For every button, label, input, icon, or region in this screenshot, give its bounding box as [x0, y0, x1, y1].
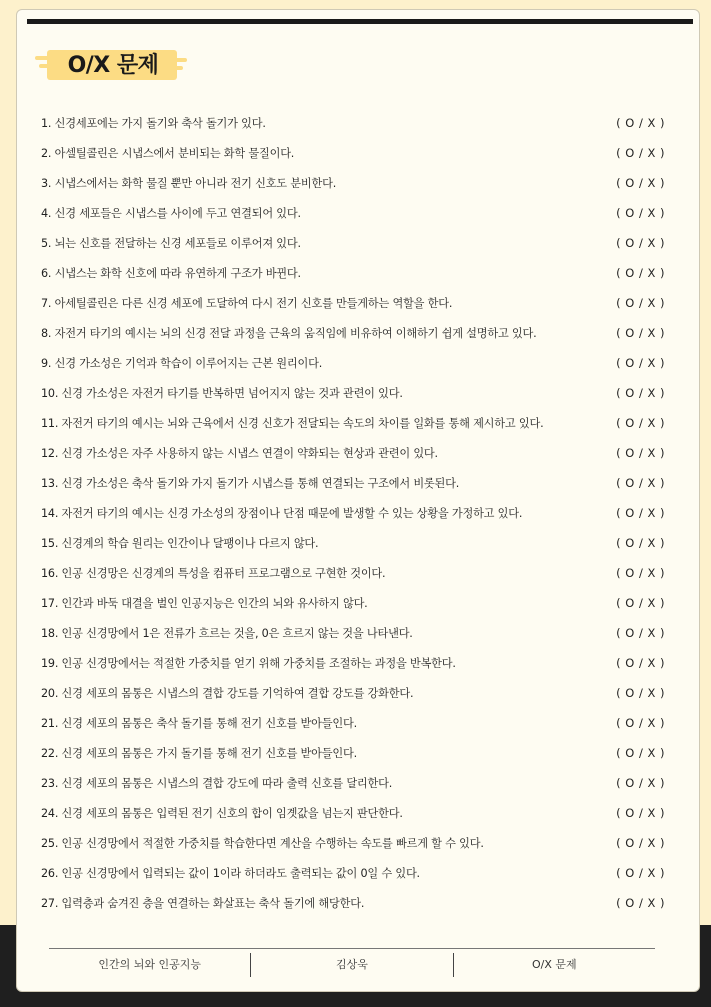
ox-answer-choice[interactable]: ( O / X ): [616, 296, 665, 310]
ox-answer-choice[interactable]: ( O / X ): [616, 536, 665, 550]
question-text: 14. 자전거 타기의 예시는 신경 가소성의 장점이나 단점 때문에 발생할 수 있는 상황을 가정하고 있다.: [41, 507, 523, 520]
question-text: 11. 자전거 타기의 예시는 뇌와 근육에서 신경 신호가 전달되는 속도의 차이를 일화를 통해 제시하고 있다.: [41, 417, 544, 430]
question-item: [41, 468, 665, 498]
ox-answer-choice[interactable]: ( O / X ): [616, 626, 665, 640]
question-text: 3. 시냅스에서는 화학 물질 뿐만 아니라 전기 신호도 분비한다.: [41, 177, 337, 190]
question-text: 21. 신경 세포의 몸통은 축삭 돌기를 통해 전기 신호를 받아들인다.: [41, 717, 357, 730]
question-text: 12. 신경 가소성은 자주 사용하지 않는 시냅스 연결이 약화되는 현상과 관련이 있다.: [41, 447, 438, 460]
question-item: [41, 828, 665, 858]
question-text: 9. 신경 가소성은 기억과 학습이 이루어지는 근본 원리이다.: [41, 357, 323, 370]
question-text: 7. 아세틸콜린은 다른 신경 세포에 도달하여 다시 전기 신호를 만들게하는 역할을 한다.: [41, 297, 453, 310]
footer-section: O/X 문제: [531, 958, 577, 971]
page-title: O/X 문제: [67, 53, 159, 78]
ox-answer-choice[interactable]: ( O / X ): [616, 356, 665, 370]
question-item: [41, 408, 665, 438]
top-rule: [27, 19, 693, 24]
ox-answer-choice[interactable]: ( O / X ): [616, 236, 665, 250]
question-item: [41, 618, 665, 648]
question-text: 4. 신경 세포들은 시냅스를 사이에 두고 연결되어 있다.: [41, 207, 301, 220]
ox-answer-choice[interactable]: ( O / X ): [616, 206, 665, 220]
ox-answer-choice[interactable]: ( O / X ): [616, 716, 665, 730]
worksheet-page: [16, 9, 700, 992]
question-text: 17. 인간과 바둑 대결을 벌인 인공지능은 인간의 뇌와 유사하지 않다.: [41, 597, 368, 610]
question-item: [41, 168, 665, 198]
question-text: 26. 인공 신경망에서 입력되는 값이 1이라 하더라도 출력되는 값이 0일 수 있다.: [41, 867, 420, 880]
ox-answer-choice[interactable]: ( O / X ): [616, 386, 665, 400]
ox-answer-choice[interactable]: ( O / X ): [616, 116, 665, 130]
ox-answer-choice[interactable]: ( O / X ): [616, 656, 665, 670]
question-list: [41, 108, 665, 918]
question-text: 15. 신경계의 학습 원리는 인간이나 달팽이나 다르지 않다.: [41, 537, 319, 550]
title-block: [33, 42, 193, 88]
question-item: [41, 768, 665, 798]
question-text: 8. 자전거 타기의 예시는 뇌의 신경 전달 과정을 근육의 움직임에 비유하여 이해하기 쉽게 설명하고 있다.: [41, 327, 537, 340]
ox-answer-choice[interactable]: ( O / X ): [616, 746, 665, 760]
question-text: 27. 입력층과 숨겨진 층을 연결하는 화살표는 축삭 돌기에 해당한다.: [41, 897, 365, 910]
ox-answer-choice[interactable]: ( O / X ): [616, 686, 665, 700]
question-text: 6. 시냅스는 화학 신호에 따라 유연하게 구조가 바뀐다.: [41, 267, 301, 280]
question-text: 1. 신경세포에는 가지 돌기와 축삭 돌기가 있다.: [41, 117, 266, 130]
question-text: 23. 신경 세포의 몸통은 시냅스의 결합 강도에 따라 출력 신호를 달리한다.: [41, 777, 393, 790]
ox-answer-choice[interactable]: ( O / X ): [616, 326, 665, 340]
question-item: [41, 348, 665, 378]
ox-answer-choice[interactable]: ( O / X ): [616, 146, 665, 160]
ox-answer-choice[interactable]: ( O / X ): [616, 806, 665, 820]
footer-book-title: 인간의 뇌와 인공지능: [98, 958, 201, 971]
footer-author: 김상욱: [336, 958, 368, 971]
ox-answer-choice[interactable]: ( O / X ): [616, 416, 665, 430]
ox-answer-choice[interactable]: ( O / X ): [616, 476, 665, 490]
question-item: [41, 498, 665, 528]
page-footer: [49, 948, 655, 981]
question-item: [41, 438, 665, 468]
question-item: [41, 258, 665, 288]
ox-answer-choice[interactable]: ( O / X ): [616, 506, 665, 520]
ox-answer-choice[interactable]: ( O / X ): [616, 896, 665, 910]
question-item: [41, 588, 665, 618]
ox-answer-choice[interactable]: ( O / X ): [616, 566, 665, 580]
question-item: [41, 888, 665, 918]
question-item: [41, 678, 665, 708]
question-text: 13. 신경 가소성은 축삭 돌기와 가지 돌기가 시냅스를 통해 연결되는 구조에서 비롯된다.: [41, 477, 460, 490]
question-item: [41, 648, 665, 678]
ox-answer-choice[interactable]: ( O / X ): [616, 266, 665, 280]
question-item: [41, 378, 665, 408]
question-item: [41, 138, 665, 168]
question-item: [41, 108, 665, 138]
question-item: [41, 558, 665, 588]
question-item: [41, 708, 665, 738]
question-text: 10. 신경 가소성은 자전거 타기를 반복하면 넘어지지 않는 것과 관련이 있다.: [41, 387, 403, 400]
question-item: [41, 228, 665, 258]
question-item: [41, 528, 665, 558]
ox-answer-choice[interactable]: ( O / X ): [616, 866, 665, 880]
question-text: 22. 신경 세포의 몸통은 가지 돌기를 통해 전기 신호를 받아들인다.: [41, 747, 357, 760]
question-item: [41, 198, 665, 228]
question-text: 24. 신경 세포의 몸통은 입력된 전기 신호의 합이 임곗값을 넘는지 판단한다.: [41, 807, 403, 820]
question-item: [41, 318, 665, 348]
ox-answer-choice[interactable]: ( O / X ): [616, 776, 665, 790]
question-text: 18. 인공 신경망에서 1은 전류가 흐르는 것을, 0은 흐르지 않는 것을 나타낸다.: [41, 627, 413, 640]
ox-answer-choice[interactable]: ( O / X ): [616, 836, 665, 850]
question-item: [41, 288, 665, 318]
question-text: 5. 뇌는 신호를 전달하는 신경 세포들로 이루어져 있다.: [41, 237, 301, 250]
question-item: [41, 858, 665, 888]
question-item: [41, 738, 665, 768]
ox-answer-choice[interactable]: ( O / X ): [616, 446, 665, 460]
question-text: 20. 신경 세포의 몸통은 시냅스의 결합 강도를 기억하여 결합 강도를 강화한다.: [41, 687, 414, 700]
question-text: 19. 인공 신경망에서는 적절한 가중치를 얻기 위해 가중치를 조절하는 과정을 반복한다.: [41, 657, 456, 670]
ox-answer-choice[interactable]: ( O / X ): [616, 176, 665, 190]
question-text: 2. 아셀틸콜린은 시냅스에서 분비되는 화학 물질이다.: [41, 147, 295, 160]
question-item: [41, 798, 665, 828]
question-text: 16. 인공 신경망은 신경계의 특성을 컴퓨터 프로그램으로 구현한 것이다.: [41, 567, 386, 580]
question-text: 25. 인공 신경망에서 적절한 가중치를 학습한다면 계산을 수행하는 속도를 빠르게 할 수 있다.: [41, 837, 484, 850]
ox-answer-choice[interactable]: ( O / X ): [616, 596, 665, 610]
